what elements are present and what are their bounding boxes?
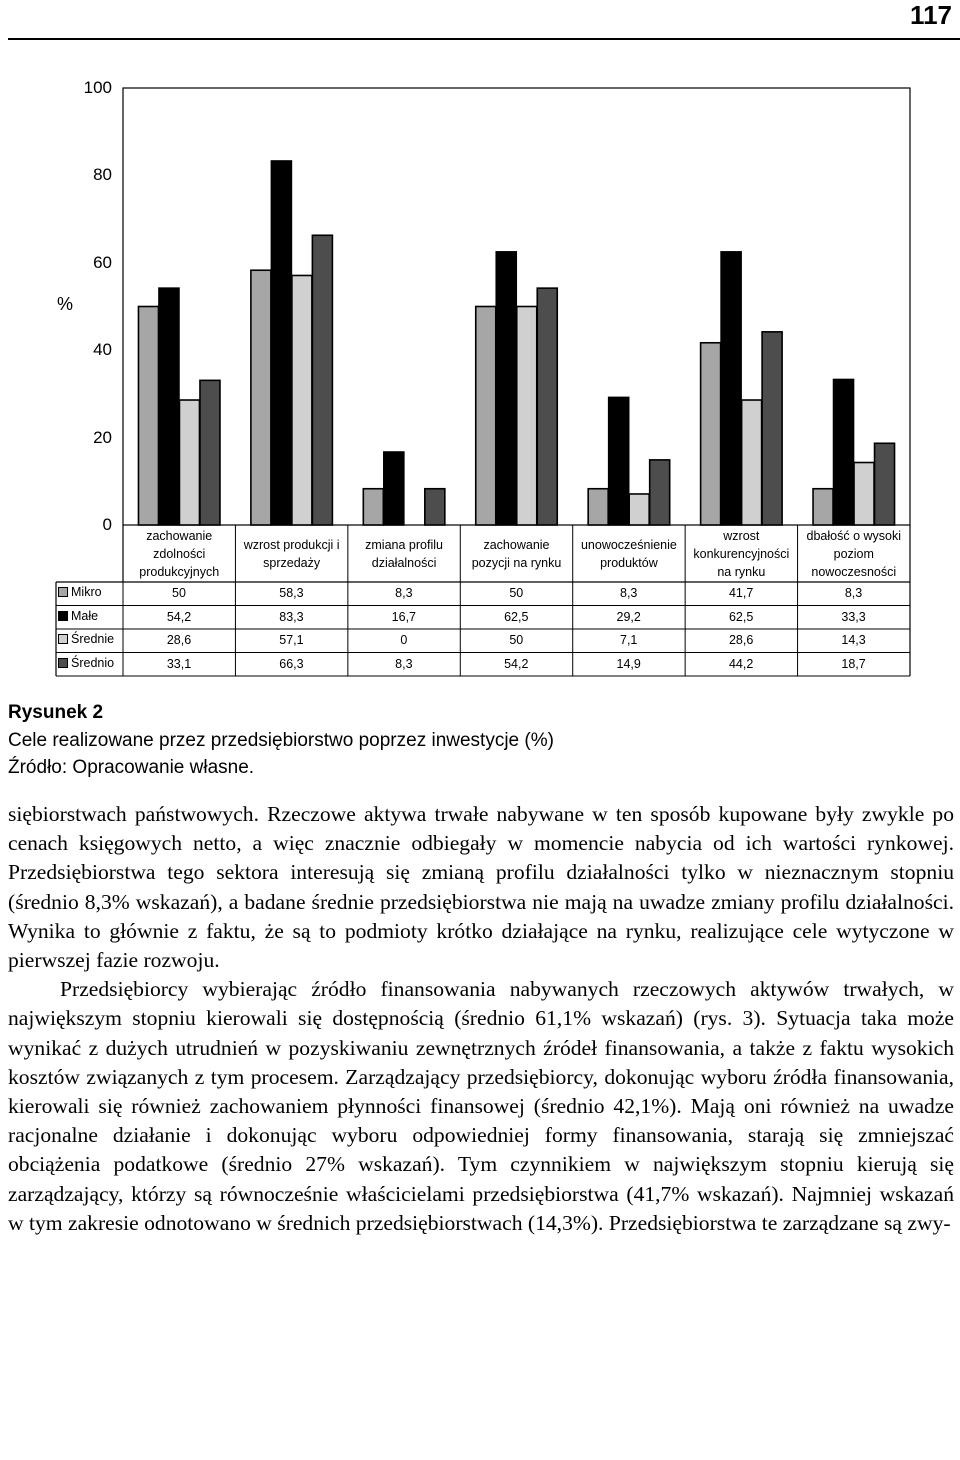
table-cell: 62,5 <box>728 609 754 624</box>
figure-number: Rysunek 2 <box>8 702 104 723</box>
table-cell: 7,1 <box>620 633 638 647</box>
table-cell: 14,9 <box>616 656 641 671</box>
bar <box>721 252 741 525</box>
bar <box>813 489 833 525</box>
body-text <box>8 800 954 1238</box>
bar <box>537 288 557 525</box>
y-tick-label: 80 <box>93 165 112 185</box>
series-name: Małe <box>71 608 99 623</box>
table-cell: 66,3 <box>279 656 304 671</box>
legend-entry <box>58 656 114 670</box>
bar <box>650 460 670 525</box>
table-cell: 57,1 <box>279 633 304 647</box>
category-label: wzrost konkurencyjności na rynku <box>693 529 790 579</box>
series-name: Mikro <box>71 585 102 599</box>
bar <box>588 489 608 525</box>
paragraph-2: Przedsiębiorcy wybierając źródło finansowania nabywanych rzeczowych aktywów trwałych, w największym stopniu kierowali się dostępnością (średnio 61,1% wskazań) (rys. 3). Sytuacja taka może wynikać z dużych utrudnień w pozyskiwaniu zewnętrznych źródeł finansowania, a także z faktu wysokich kosztów związanych z tym procesem. Zarządzający przedsiębiorcy, dokonując wyboru źródła finansowania, kierowali się również zachowaniem płynności finansowej (średnio 42,1%). Mają oni również na uwadze racjonalne działanie i dokonując wyboru odpowiedniej formy finansowania, starają się zmniejszać obciążenia podatkowe (średnio 27% wskazań). Tym czynnikiem w największym stopniu kierują się zarządzający, którzy są równocześnie właścicielami przedsiębiorstwa (41,7% wskazań). Najmniej wskazań w tym zakresie odnotowano w średnich przedsiębiorstwach (14,3%). Przedsiębiorstwa te zarządzane są zwy- <box>8 977 954 1235</box>
bar <box>517 307 537 526</box>
figure-source: Źródło: Opracowanie własne. <box>8 757 255 778</box>
category-label: dbałość o wysoki poziom nowoczesności <box>806 529 902 579</box>
table-cell: 83,3 <box>279 609 304 624</box>
table-cell: 8,3 <box>395 586 413 600</box>
table-cell: 14,3 <box>841 633 866 647</box>
bar <box>701 343 721 525</box>
bar <box>384 452 404 525</box>
table-cell: 54,2 <box>166 609 192 624</box>
table-cell: 44,2 <box>728 656 754 671</box>
page-number: 117 <box>910 0 952 30</box>
bar <box>476 307 496 526</box>
y-tick-label: 60 <box>93 252 112 272</box>
category-label: zachowanie zdolności produkcyjnych <box>139 529 220 579</box>
series-name: Średnie <box>71 632 115 646</box>
category-label: zachowanie pozycji na rynku <box>471 538 562 570</box>
bar <box>875 443 895 525</box>
bar <box>425 489 445 525</box>
table-cell: 18,7 <box>841 656 866 671</box>
table-cell: 28,6 <box>166 633 192 647</box>
table-cell: 50 <box>509 633 524 647</box>
table-cell: 0 <box>400 633 408 647</box>
table-cell: 41,7 <box>728 586 754 600</box>
table-cell: 33,3 <box>841 609 866 624</box>
bar <box>854 463 874 525</box>
paragraph-1: siębiorstwach państwowych. Rzeczowe aktywa trwałe nabywane w ten sposób kupowane były zwykle po cenach księgowych netto, a więc znacznie odbiegały w momencie nabycia od ich wartości rynkowej. Przedsiębiorstwa tego sektora interesują się zmianą profilu działalności tylko w nieznacznym stopniu (średnio 8,3% wskazań), a badane średnie przedsiębiorstwa nie mają na uwadze zmiany profilu działalności. Wynika to głównie z faktu, że są to podmioty krótko działające na rynku, realizujące cele wytyczone w pierwszej fazie rozwoju. <box>8 802 954 973</box>
legend-swatch <box>58 611 68 621</box>
bar <box>363 489 383 525</box>
y-axis-label: % <box>57 294 74 314</box>
table-cell: 8,3 <box>395 656 413 671</box>
bar <box>251 270 271 525</box>
legend-swatch <box>58 587 68 597</box>
table-cell: 54,2 <box>504 656 529 671</box>
category-label: unowocześnienie produktów <box>580 538 677 570</box>
bar <box>609 397 629 525</box>
figure-title: Cele realizowane przez przedsiębiorstwo poprzez inwestycje (%) <box>8 730 554 751</box>
table-row <box>56 582 910 604</box>
bar <box>159 288 179 525</box>
table-cell: 16,7 <box>391 609 417 624</box>
y-tick-label: 0 <box>102 515 112 534</box>
table-cell: 28,6 <box>728 633 754 647</box>
bar <box>742 400 762 525</box>
series-name: Średnio <box>71 655 115 670</box>
category-label: zmiana profilu działalności <box>365 538 443 570</box>
bar <box>271 161 291 525</box>
table-cell: 8,3 <box>844 586 863 600</box>
bar <box>179 400 199 525</box>
legend-swatch <box>58 658 68 668</box>
legend-swatch <box>58 634 68 644</box>
bar <box>496 252 516 525</box>
table-row <box>56 629 910 651</box>
bar <box>834 379 854 525</box>
bar <box>200 380 220 525</box>
table-cell: 50 <box>509 586 524 600</box>
bar <box>762 332 782 525</box>
legend-entry <box>58 609 98 623</box>
y-tick-label: 40 <box>93 340 112 360</box>
y-tick-label: 100 <box>83 78 112 97</box>
table-cell: 50 <box>172 586 186 600</box>
table-cell: 29,2 <box>616 609 641 624</box>
table-cell: 8,3 <box>620 586 638 600</box>
bar <box>629 494 649 525</box>
bar <box>138 307 158 526</box>
y-tick-label: 20 <box>93 427 112 447</box>
category-label: wzrost produkcji i sprzedaży <box>243 538 340 570</box>
legend-entry <box>58 632 114 646</box>
table-row <box>56 653 910 675</box>
table-row <box>56 606 910 628</box>
table-cell: 33,1 <box>166 656 192 671</box>
bar <box>292 275 312 525</box>
table-cell: 58,3 <box>279 586 304 600</box>
legend-entry <box>58 585 102 599</box>
table-cell: 62,5 <box>504 609 529 624</box>
bar <box>312 235 332 525</box>
